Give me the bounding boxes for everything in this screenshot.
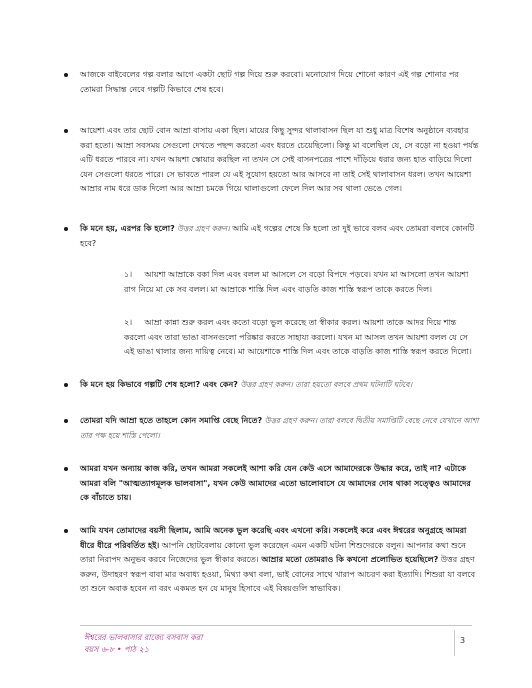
bullet-dot	[64, 227, 68, 231]
bullet-dot	[64, 73, 68, 77]
question-text: কি মনে হয়, এরপর কি হলো?	[80, 224, 175, 233]
sacrificial-love-paragraph	[80, 462, 480, 506]
sacrificial-love-text: আমরা যখন অন্যায় কাজ করি, তখন আমরা সকলেই আশা করি যেন কেউ এসে আমাদেরকে উদ্ধার করে, তাই না? এটাকে আমরা বলি "আত্মত্যাগমূলক ভালবাসা", যখন কেউ আমাদের এতো ভালোবাসে যে আমাদের দোষ থাকা সত্ত্বেও আমাদের কে বাঁচাতে চায়।	[80, 464, 471, 502]
what-happened-question	[80, 222, 480, 251]
hint-text: উত্তর গ্রহণ করুন। তারা বলবে দ্বিতীয় সমাপ্তিটি বেছে নেবে যেখানে আশা তার পক্ষ হয়ে শাস্তি পেলো।	[80, 416, 479, 440]
page-number: 3	[460, 636, 466, 645]
ending-option-1	[124, 268, 480, 297]
question-text-2: আম্রার মতো তোমরাও কি কখনো প্রলোভিত হয়েছিলে?	[261, 555, 439, 564]
footer-rule	[80, 625, 472, 626]
story-text: আয়েশা এবং তার ছোট বোন আম্রা বাসায় একা ছিল। মায়ের কিছু সুন্দর থালাবাসন ছিল যা শুধু মাত্র বিশেষ অনুষ্ঠানে ব্যবহার করা হতো। আম্রা সবসময় সেগুলো দেখতে পছন্দ করতো এবং ধরতে চেয়েছিলো। কিন্তু মা বলেছিল যে, সে বড়ো না হওয়া পর্যন্ত এটি ধরতে পারবে না। যখন আয়শা স্কোয়ার করছিল না তখন সে সেই বাসনপত্রের পাশে দাঁড়িয়ে ধরার জন্য হাত বাড়িয়ে দিলো যেন সেগুলো ধরতে পারে। সে ভাবতে পারল যে এই সুযোগ হয়তো আর আসবে না তাই সেই থালাবাসন ধরল। তখন আয়েশা আম্রার নাম ধরে ডাক দিলো আর আম্রা চমকে গিয়ে থালাগুলো ফেলে দিল আর সব থালা ভেঙে গেল।	[80, 126, 479, 193]
bullet-dot	[64, 467, 68, 471]
body-text: আপনি ছোটবেলায় কোনো ভুল করেছেন এমন একটি ঘটনা শিশুদেরকে বলুন। আপনার কথা শুনে তারা নিরাপদ অনুভব করবে নিজেদের ভুল স্বীকার করতে।	[80, 540, 466, 564]
question-paragraph	[80, 414, 480, 443]
bullet-dot	[64, 383, 68, 387]
ending-option-2	[124, 316, 480, 360]
body-text: আমি এই গল্পের শেষে কি হলো তা দুই ভাবে বলব এবং তোমরা বলবে কোনটি হবে?	[80, 224, 475, 248]
footer-title	[84, 632, 203, 656]
which-ending-question	[80, 414, 480, 443]
question-text: তোমরা যদি আম্রা হতে তাহলে কোন সমাপ্তি বেছে নিতে?	[80, 416, 263, 425]
hint-text: উত্তর গ্রহণ করুন।	[177, 224, 230, 233]
question-text: আমি যখন তোমাদের বয়সী ছিলাম, আমি অনেক ভুল করেছি এবং এখনো করি। সকলেই করে এবং ঈশ্বরের অনুগ্রহে আমরা ধীরে ধীরে পরিবর্তিত হই।	[80, 526, 467, 550]
question-paragraph	[80, 378, 480, 393]
personal-story-paragraph	[80, 524, 480, 597]
intro-text: আজকে বাইবেলের গল্প বলার আগে একটা ছোট গল্প দিয়ে শুরু করবো। মনোযোগ দিয়ে শোনো কারণ এই গল্প শোনার পর তোমরা সিদ্ধান্ত নেবে গল্পটি কিভাবে শেষ হবে।	[80, 70, 459, 94]
footer-line-1: ঈশ্বরের ভালবাসার রাজ্যে বসবাস করা	[84, 633, 203, 642]
hint-text: উত্তর গ্রহণ করুন। তারা হয়তো বলবে প্রথম ঘটনাটি ঘটবে।	[240, 380, 413, 389]
bullet-dot	[64, 419, 68, 423]
footer-line-2: বয়স ৬-৮ • পাঠ ২১	[84, 645, 150, 654]
bullet-dot	[64, 529, 68, 533]
question-paragraph	[80, 222, 480, 251]
ending-number: ১।	[124, 270, 133, 279]
intro-paragraph	[80, 68, 480, 97]
personal-story-text	[80, 524, 480, 597]
question-text: কি মনে হয় কিভাবে গল্পটি শেষ হলো? এবং কেন?	[80, 380, 238, 389]
footer-divider	[454, 630, 455, 656]
how-ended-question	[80, 378, 480, 393]
bullet-dot	[64, 129, 68, 133]
hint-text-2: উত্তর গ্রহণ করুন, উদাহরণ স্বরূপ বাবা মার অবাধ্য হওয়া, মিথ্যা কথা বলা, ভাই বোনের সাথে খারাপ আচরণ করা ইত্যাদি। শিশুরা যা বলবে তা শুনে অবাক হবেন না বরং একমত হন যে মানুষ হিসাবে এই বিষয়গুলি স্বাভাবিক।	[80, 555, 476, 593]
ending-text: আম্রা কান্না শুরু করল এবং কতো বড়ো ভুল করেছে তা স্বীকার করল। আয়শা তাকে আদর দিয়ে শান্ত করলো এবং তারা ভাঙা বাসনগুলো পরিষ্কার করতে সাহায্য করলো। যখন মা আসল তখন আয়শা বলল যে সে এই ভাঙা থালার জন্য দায়িত্ব নেবে। মা আয়েশাকে শাস্তি দিল এবং তাকে বাড়তি কাজ শাস্তি স্বরূপ করতে দিলো।	[124, 318, 472, 356]
ending-text: আয়শা আম্রাকে বকা দিল এবং বলল মা আসলে সে বড়ো বিপদে পড়বে। যখন মা আসলো তখন আয়শা রাগ নিয়ে মা কে সব বলল। মা আম্রাকে শাস্তি দিল এবং বাড়তি কাজ শাস্তি স্বরূপ তাকে করতে দিল।	[124, 270, 469, 294]
ending-number: ২।	[124, 318, 133, 327]
story-paragraph	[80, 124, 480, 197]
